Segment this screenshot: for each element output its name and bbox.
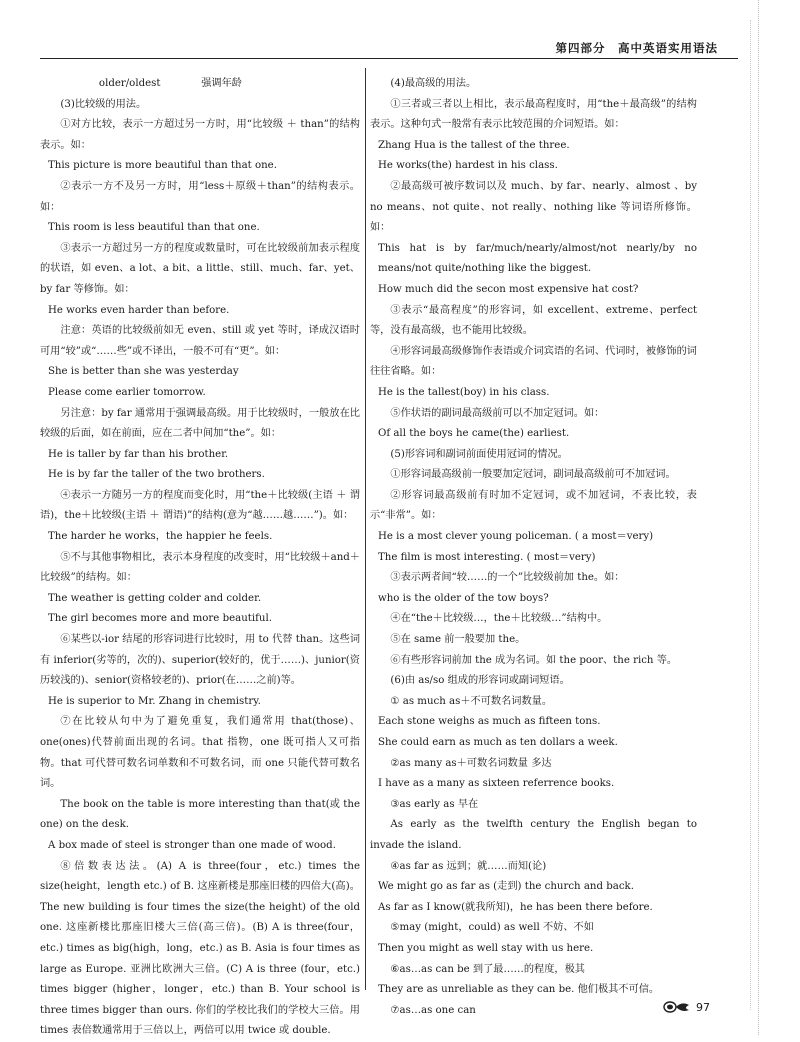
- left-paragraph: He is taller by far than his brother.: [48, 448, 229, 460]
- left-paragraph: ①对方比较，表示一方超过另一方时，用“比较级 ＋ than”的结构表示。如：: [40, 119, 360, 151]
- right-paragraph: They are as unreliable as they can be. 他们极其不可信。: [378, 984, 660, 996]
- left-paragraph: (3)比较级的用法。: [60, 98, 147, 110]
- page-footer: [662, 1000, 710, 1014]
- right-paragraph: ⑥as…as can be 到了最……的程度，极其: [390, 963, 585, 975]
- right-paragraph: I have as a many as sixteen referrence books.: [378, 778, 615, 790]
- right-paragraph: This hat is by far/much/nearly/almost/not nearly/by no means/not quite/nothing like the biggest.: [378, 242, 697, 275]
- right-paragraph: ④形容词最高级修饰作表语或介词宾语的名词、代词时，被修饰的词往往省略。如：: [370, 345, 697, 378]
- left-paragraph: The book on the table is more interesting than that(或 the one) on the desk.: [40, 798, 360, 831]
- page-number: 97: [696, 1000, 710, 1014]
- right-paragraph: Then you might as well stay with us here.: [378, 942, 594, 954]
- right-paragraph: ④as far as 远到；就……而知(论): [390, 860, 547, 872]
- left-paragraph: She is better than she was yesterday: [48, 366, 239, 378]
- left-paragraph: ⑧倍数表达法。(A) A is three(four，etc.) times the size(height，length etc.) of B. 这座新楼是那座旧楼的四倍大(高)。The new building is four times the size(the height) of the old one. 这座新楼比那座旧楼大三倍(高三倍)。(B) A is three(four，etc.) times as big(high，long，etc.) as B. Asia is four times as large as Europe. 亚洲比欧洲大三倍。(C) A is three (four，etc.) times bigger (higher，longer，etc.) than B. Your school is three times bigger than ours. 你们的学校比我们的学校大三倍。用 times 表倍数通常用于三倍以上，两倍可以用 twice 或 double.: [40, 860, 360, 1037]
- right-paragraph: ⑤在 same 前一般要加 the。: [390, 634, 526, 646]
- right-paragraph: ⑦as…as one can: [390, 1004, 476, 1016]
- right-column: [370, 74, 697, 1021]
- right-paragraph: Each stone weighs as much as fifteen tons.: [378, 716, 601, 728]
- right-paragraph: How much did the secon most expensive hat cost?: [378, 283, 639, 295]
- left-paragraph: ⑤不与其他事物相比，表示本身程度的改变时，用“比较级＋and＋比较级”的结构。如：: [40, 551, 360, 584]
- left-paragraph: A box made of steel is stronger than one made of wood.: [48, 839, 336, 851]
- right-paragraph: ②最高级可被序数词以及 much、by far、nearly、almost 、by no means、not quite、not really、nothing like 等词语所修饰。如：: [370, 180, 697, 234]
- right-paragraph: ③表示两者间“较……的一个”比较级前加 the。如：: [390, 572, 625, 584]
- right-paragraph: (5)形容词和副词前面使用冠词的情况。: [390, 448, 568, 460]
- right-paragraph: ④在“the＋比较级…，the＋比较级…”结构中。: [390, 613, 608, 625]
- right-paragraph: ⑤作状语的副词最高级前可以不加定冠词。如：: [390, 407, 605, 419]
- right-paragraph: As far as I know(就我所知)，he has been there before.: [378, 901, 653, 913]
- left-paragraph: He is superior to Mr. Zhang in chemistry.: [48, 695, 261, 707]
- right-paragraph: He is a most clever young policeman. ( a most＝very): [378, 531, 654, 543]
- header-rule: [40, 58, 738, 59]
- right-paragraph: ②as many as＋可数名词数量 多达: [390, 757, 552, 769]
- left-paragraph: The weather is getting colder and colder.: [48, 592, 262, 604]
- left-paragraph: The girl becomes more and more beautiful.: [48, 613, 272, 625]
- left-paragraph: ④表示一方随另一方的程度而变化时，用“the＋比较级(主语 ＋ 谓语)，the＋比较级(主语 ＋ 谓语)”的结构(意为“越……越……”)。如：: [40, 489, 360, 522]
- right-paragraph: ③表示“最高程度”的形容词，如 excellent、extreme、perfect 等，没有最高级，也不能用比较级。: [370, 304, 697, 337]
- page-edge-inner: [750, 20, 752, 1010]
- left-paragraph: The harder he works，the happier he feels.: [48, 531, 273, 543]
- right-paragraph: (4)最高级的用法。: [390, 78, 477, 89]
- left-paragraph: ⑦在比较从句中为了避免重复，我们通常用 that(those)、one(ones)代替前面出现的名词。that 指物，one 既可指人又可指物。that 可代替可数名词单数和不可数名词，而 one 只能代替可数名词。: [40, 716, 360, 790]
- right-paragraph: As early as the twelfth century the English began to invade the island.: [370, 819, 697, 851]
- right-paragraph: who is the older of the tow boys?: [378, 592, 549, 604]
- right-paragraph: (6)由 as/so 组成的形容词或副词短语。: [390, 675, 570, 687]
- right-paragraph: The film is most interesting. ( most＝very): [378, 551, 596, 563]
- left-paragraph: ③表示一方超过另一方的程度或数量时，可在比较级前加表示程度的状语，如 even、a lot、a bit、a little、still、much、far、yet、by far 等修饰。如：: [40, 242, 360, 295]
- right-paragraph: ⑥有些形容词前加 the 成为名词。如 the poor、the rich 等。: [390, 654, 678, 666]
- right-paragraph: Of all the boys he came(the) earliest.: [378, 428, 570, 440]
- left-paragraph: ⑥某些以-ior 结尾的形容词进行比较时，用 to 代替 than。这些词有 inferior(劣等的，次的)、superior(较好的，优于……)、junior(资历较浅的)、senior(资格较老的)、prior(在……之前)等。: [40, 634, 360, 687]
- left-paragraph: This picture is more beautiful than that one.: [48, 160, 277, 172]
- right-paragraph: ①三者或三者以上相比，表示最高程度时，用“the＋最高级”的结构表示。这种句式一般常有表示比较范围的介词短语。如：: [370, 98, 697, 131]
- running-header: 第四部分 高中英语实用语法: [555, 41, 718, 55]
- left-paragraph: ②表示一方不及另一方时，用“less＋原级＋than”的结构表示。如：: [40, 180, 360, 213]
- right-paragraph: He works(the) hardest in his class.: [378, 160, 558, 172]
- left-paragraph: 另注意：by far 通常用于强调最高级。用于比较级时，一般放在比较级的后面，如在前面，应在二者中间加“the”。如：: [40, 407, 360, 440]
- right-paragraph: ②形容词最高级前有时加不定冠词，或不加冠词，不表比较，表示“非常”。如：: [370, 489, 697, 522]
- left-column: [40, 74, 360, 1042]
- right-paragraph: Zhang Hua is the tallest of the three.: [378, 139, 570, 151]
- left-paragraph: older/oldest 强调年龄: [48, 78, 242, 89]
- right-paragraph: She could earn as much as ten dollars a week.: [378, 737, 618, 748]
- page-edge: [758, 0, 760, 1035]
- left-paragraph: He works even harder than before.: [48, 304, 230, 316]
- right-paragraph: We might go as far as (走到) the church and back.: [378, 881, 634, 893]
- right-paragraph: ①形容词最高级前一般要加定冠词，副词最高级前可不加冠词。: [390, 469, 676, 481]
- right-paragraph: ① as much as＋不可数名词数量。: [390, 695, 553, 707]
- right-paragraph: ③as early as 早在: [390, 798, 479, 810]
- column-divider: [365, 68, 366, 990]
- left-paragraph: Please come earlier tomorrow.: [48, 386, 206, 398]
- left-paragraph: 注意：英语的比较级前如无 even、still 或 yet 等时，译成汉语时可用“较”或“……些”或不译出，一般不可有“更”。如：: [40, 325, 360, 357]
- right-paragraph: He is the tallest(boy) in his class.: [378, 386, 550, 398]
- page-ornament-icon: [662, 1000, 690, 1014]
- left-paragraph: This room is less beautiful than that one.: [48, 222, 260, 234]
- right-paragraph: ⑤may (might，could) as well 不妨、不如: [390, 922, 594, 934]
- left-paragraph: He is by far the taller of the two brothers.: [48, 469, 265, 481]
